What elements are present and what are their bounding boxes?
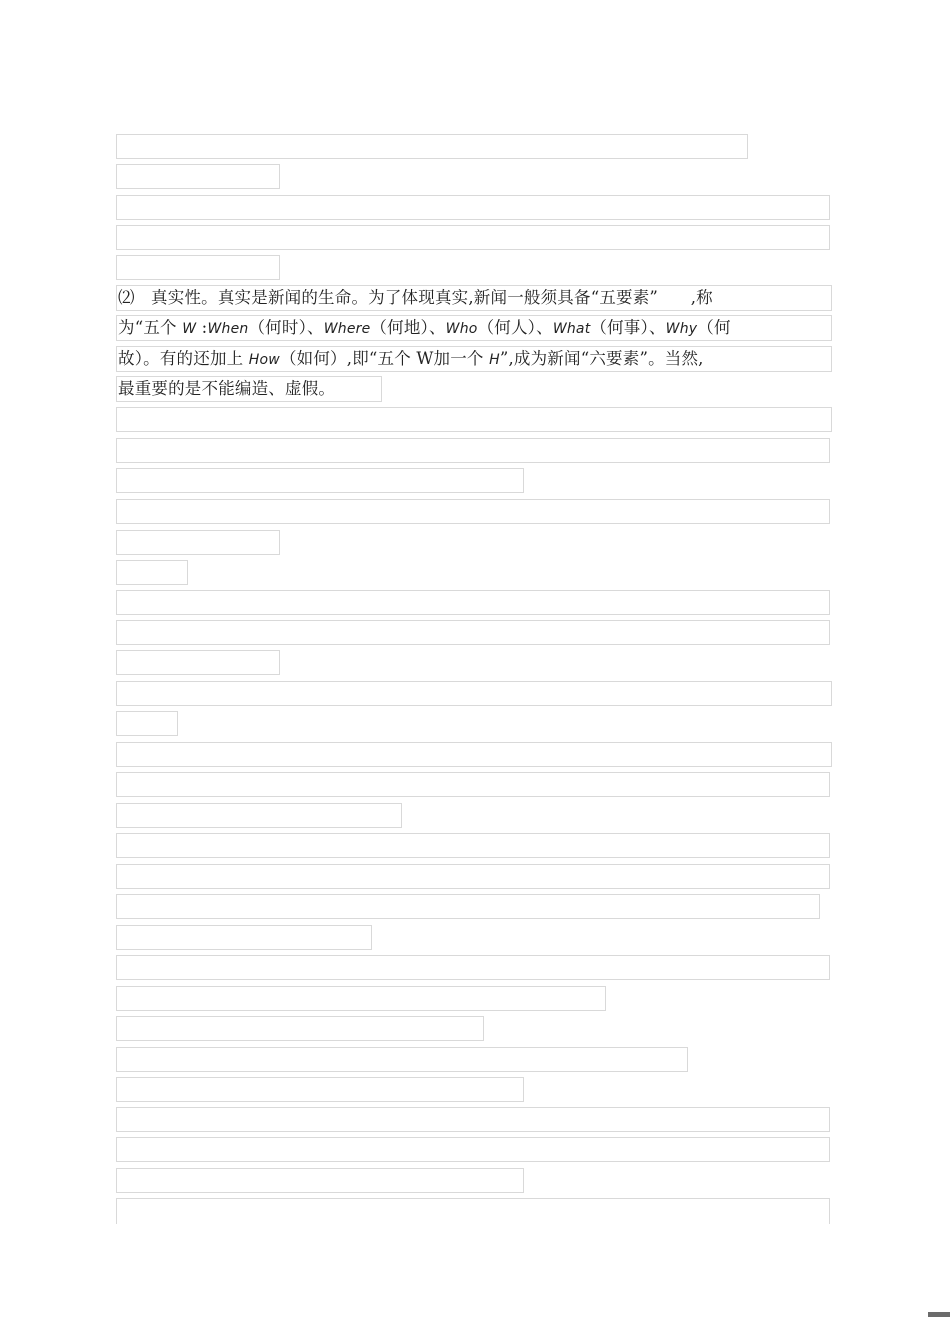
text-line-placeholder [116,1168,524,1193]
paragraph-line-1 [116,285,832,311]
text-line-placeholder [116,711,178,736]
who-word: Who [445,321,478,337]
paragraph-line-4 [116,376,382,402]
paragraph-text: 故）。有的还加上 [118,349,249,368]
text-line-placeholder [116,225,830,250]
text-line-placeholder [116,560,188,585]
text-line-placeholder [116,438,830,463]
when-word: When [207,321,249,337]
paragraph-line-3 [116,346,832,372]
text-line-placeholder [116,407,832,432]
text-line-placeholder [116,255,280,280]
text-line-placeholder [116,499,830,524]
paragraph-text: （何事）、 [590,318,666,337]
text-line-placeholder [116,986,606,1011]
w-letter: W [182,321,197,337]
why-word: Why [665,321,698,337]
paragraph-text: : [196,318,208,337]
text-line-placeholder [116,772,830,797]
text-line-placeholder [116,195,830,220]
text-line-placeholder [116,925,372,950]
paragraph-text: 最重要的是不能编造、虚假。 [118,379,336,398]
how-word: How [248,352,280,368]
text-line-placeholder [116,1016,484,1041]
where-word: Where [323,321,371,337]
paragraph-text: （何时）、 [248,318,324,337]
text-line-placeholder [116,742,832,767]
text-line-placeholder [116,164,280,189]
text-line-placeholder [116,681,832,706]
paragraph-text: （何人）、 [477,318,553,337]
paragraph-text: 为“五个 [118,318,183,337]
text-line-placeholder [116,468,524,493]
what-word: What [552,321,591,337]
h-letter: H [489,352,500,368]
text-line-placeholder [116,620,830,645]
page-corner-mark [928,1312,950,1317]
text-line-placeholder [116,864,830,889]
paragraph-line-2 [116,315,832,341]
text-line-placeholder [116,894,820,919]
paragraph-text: ”,成为新闻“六要素”。当然, [499,349,704,368]
text-line-placeholder [116,650,280,675]
text-line-placeholder [116,1077,524,1102]
paragraph-text: （何地）、 [370,318,446,337]
text-line-placeholder [116,1137,830,1162]
text-line-placeholder [116,134,748,159]
text-line-placeholder [116,803,402,828]
paragraph-text: ,称 [690,288,713,307]
item-number: ⑵ [118,288,135,307]
text-line-placeholder [116,1107,830,1132]
paragraph-text: （何 [697,318,731,337]
text-line-placeholder [116,955,830,980]
paragraph-text: 真实性。真实是新闻的生命。为了体现真实,新闻一般须具备“五要素” [151,288,659,307]
text-line-placeholder [116,530,280,555]
paragraph-text: （如何）,即“五个 W加一个 [279,349,490,368]
text-line-placeholder [116,1047,688,1072]
text-line-placeholder [116,1198,830,1224]
text-line-placeholder [116,590,830,615]
text-line-placeholder [116,833,830,858]
